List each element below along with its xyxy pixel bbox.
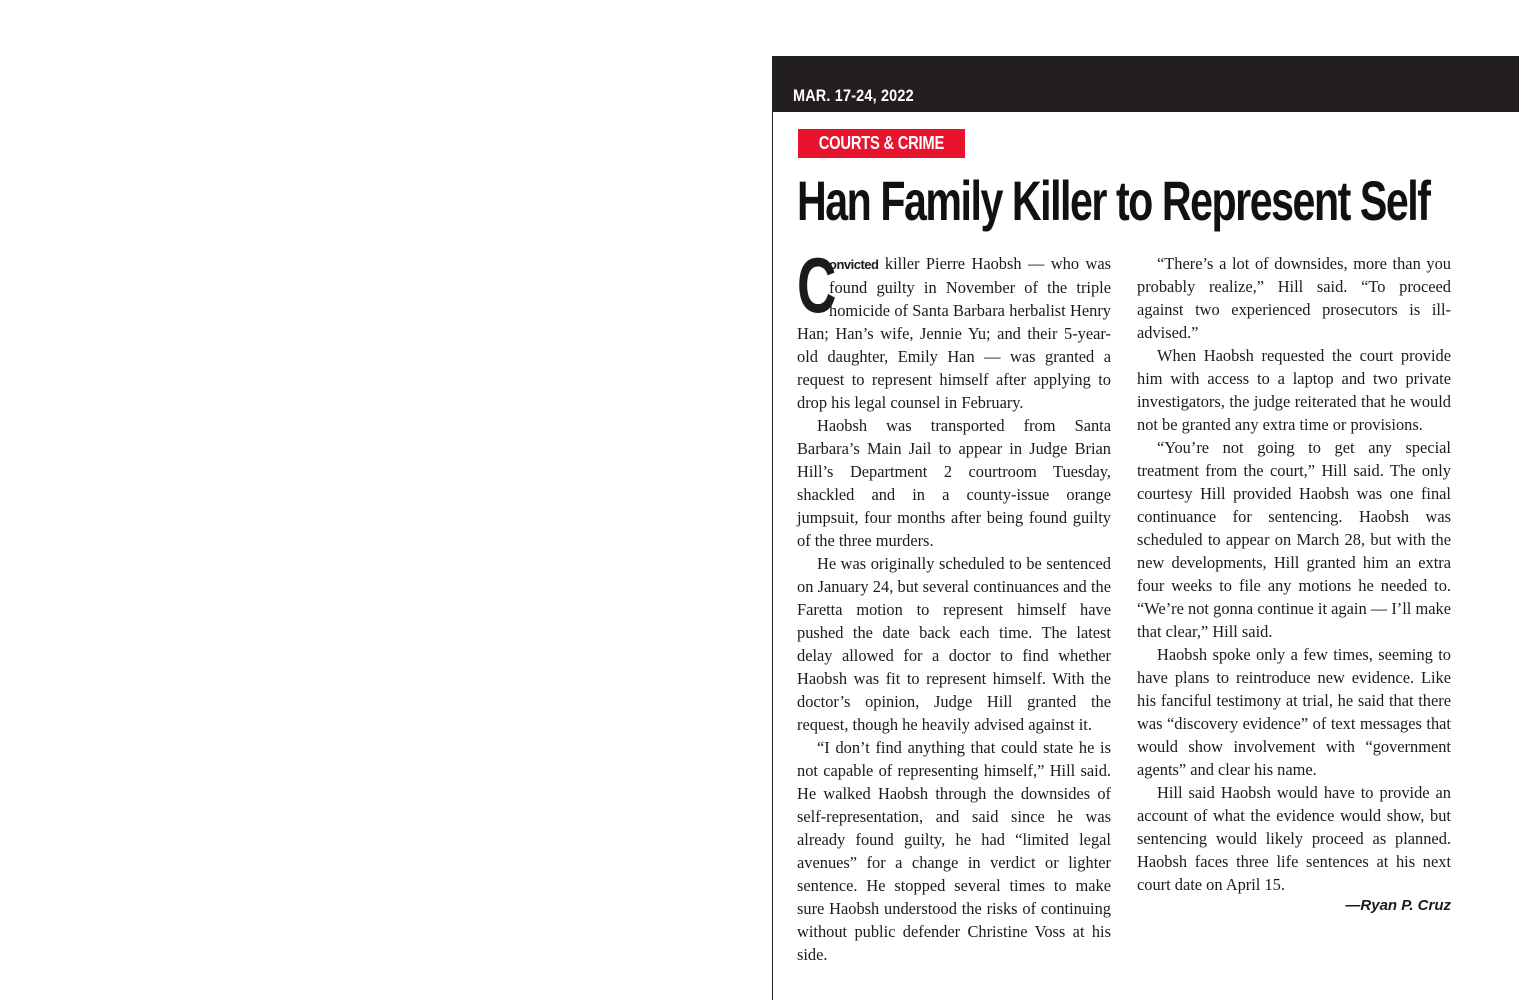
paragraph-1-text: killer Pierre Haobsh — who was found guilty in November of the triple homicide of Santa Barbara herbalist Henry Han; Han’s wife, Jennie Yu; and their 5-year-old daughter, Emily Han — was granted a request to represent himself after applying to drop his legal counsel in February.	[797, 254, 1111, 412]
article-paragraph-7: “You’re not going to get any special treatment from the court,” Hill said. The only courtesy Hill provided Haobsh was one final continuance for sentencing. Haobsh was scheduled to appear on March 28, but with the new developments, Hill granted him an extra four weeks to file any motions he needed to. “We’re not gonna continue it again — I’ll make that clear,” Hill said.	[1137, 438, 1451, 641]
article-column-left	[797, 241, 1111, 966]
article-paragraph-3: He was originally scheduled to be sentenced on January 24, but several continuances and the Faretta motion to represent himself have pushed the date back each time. The latest delay allowed for a doctor to find whether Haobsh was fit to represent himself. With the doctor’s opinion, Judge Hill granted the request, though he heavily advised against it.	[797, 554, 1111, 734]
article-paragraph-4: “I don’t find anything that could state he is not capable of representing himself,” Hill said. He walked Haobsh through the downsides of self-representation, and said since he was already found guilty, he had “limited legal avenues” for a change in verdict or lighter sentence. He stopped several times to make sure Haobsh understood the risks of continuing without public defender Christine Voss at his side.	[797, 738, 1111, 964]
article-byline: —Ryan P. Cruz	[1345, 897, 1451, 914]
article-paragraph-6: When Haobsh requested the court provide him with access to a laptop and two private investigators, the judge reiterated that he would not be granted any extra time or provisions.	[1137, 346, 1451, 434]
article-paragraph-5: “There’s a lot of downsides, more than you probably realize,” Hill said. “To proceed against two experienced prosecutors is ill-advised.”	[1137, 254, 1451, 342]
issue-date: MAR. 17-24, 2022	[793, 86, 914, 105]
section-label	[798, 129, 965, 158]
section-label-text: COURTS & CRIME	[818, 133, 945, 153]
article-paragraph-1	[797, 241, 1111, 414]
article-headline: Han Family Killer to Represent Self	[797, 169, 1430, 232]
article-paragraph-9: Hill said Haobsh would have to provide an account of what the evidence would show, but sentencing would likely proceed as planned. Haobsh faces three life sentences at his next court date on April 15.	[1137, 783, 1451, 894]
issue-date-bar	[773, 56, 1519, 112]
article-paragraph-2: Haobsh was transported from Santa Barbara’s Main Jail to appear in Judge Brian Hill’s Department 2 courtroom Tuesday, shackled and in a county-issue orange jumpsuit, four months after being found guilty of the three murders.	[797, 416, 1111, 550]
drop-cap: C	[797, 241, 837, 329]
newspaper-page	[772, 56, 1519, 1000]
article-column-right	[1137, 252, 1451, 917]
lead-in-word: onvicted	[829, 257, 879, 272]
article-paragraph-8: Haobsh spoke only a few times, seeming to have plans to reintroduce new evidence. Like his fanciful testimony at trial, he said that there was “discovery evidence” of text messages that would show involvement with “government agents” and clear his name.	[1137, 645, 1451, 779]
